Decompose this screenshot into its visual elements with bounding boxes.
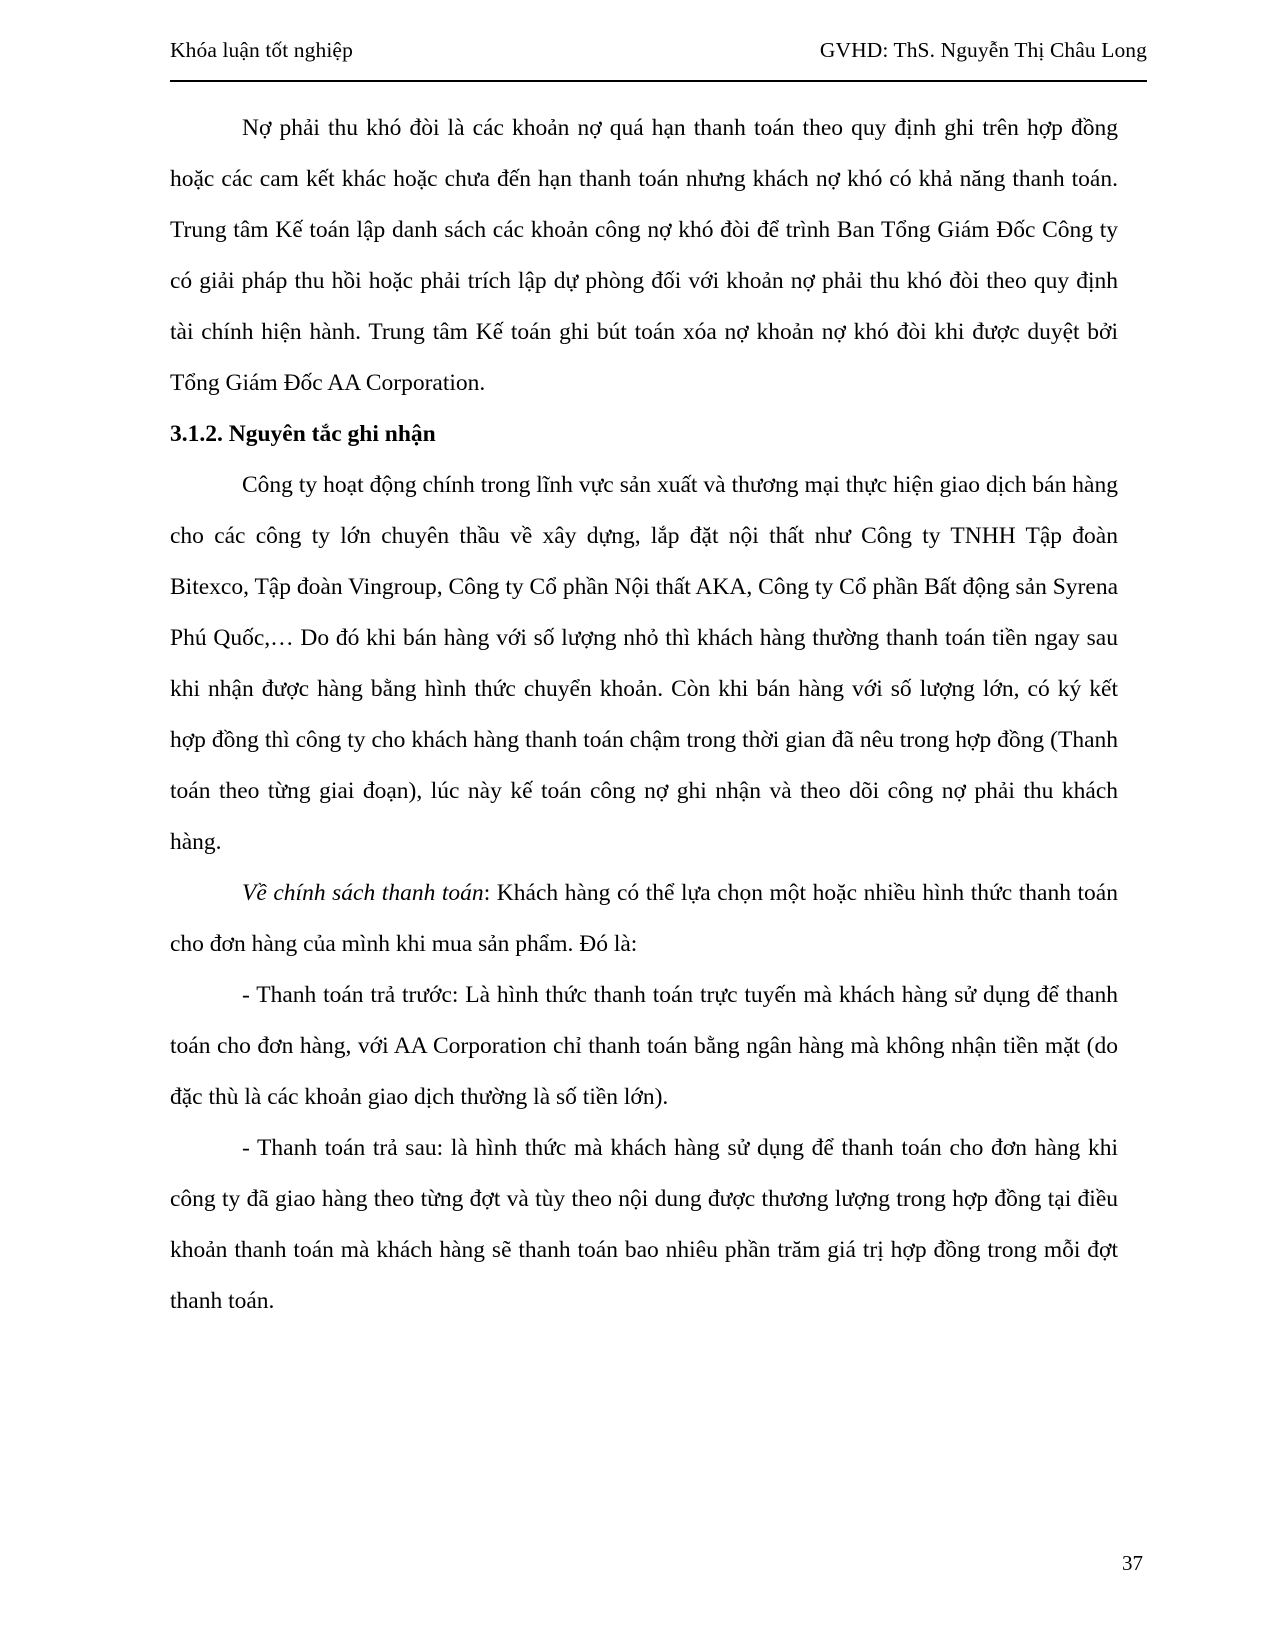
payment-policy-lead-in: Về chính sách thanh toán xyxy=(242,880,484,906)
page-number: 37 xyxy=(1122,1551,1143,1575)
paragraph-payment-policy xyxy=(170,868,1118,970)
paragraph-postpayment: - Thanh toán trả sau: là hình thức mà khách hàng sử dụng để thanh toán cho đơn hàng khi công ty đã giao hàng theo từng đợt và tùy theo nội dung được thương lượng trong hợp đồng tại điều khoản thanh toán mà khách hàng sẽ thanh toán bao nhiêu phần trăm giá trị hợp đồng trong mỗi đợt thanh toán. xyxy=(170,1135,1118,1314)
header-left-text: Khóa luận tốt nghiệp xyxy=(170,38,353,62)
paragraph-debt-definition: Nợ phải thu khó đòi là các khoản nợ quá hạn thanh toán theo quy định ghi trên hợp đồng hoặc các cam kết khác hoặc chưa đến hạn thanh toán nhưng khách nợ khó có khả năng thanh toán. Trung tâm Kế toán lập danh sách các khoản công nợ khó đòi để trình Ban Tổng Giám Đốc Công ty có giải pháp thu hồi hoặc phải trích lập dự phòng đối với khoản nợ phải thu khó đòi theo quy định tài chính hiện hành. Trung tâm Kế toán ghi bút toán xóa nợ khoản nợ khó đòi khi được duyệt bởi Tổng Giám Đốc AA Corporation. xyxy=(170,115,1118,396)
page-content xyxy=(170,103,1118,1327)
page-header xyxy=(170,38,1147,63)
payment-policy-text: : Khách hàng có thể lựa chọn một hoặc nhiều hình thức thanh toán cho đơn hàng của mình khi mua sản phẩm. Đó là: xyxy=(170,880,1118,957)
section-heading-3-1-2: 3.1.2. Nguyên tắc ghi nhận xyxy=(170,421,436,447)
header-divider xyxy=(170,80,1147,82)
paragraph-company-activity: Công ty hoạt động chính trong lĩnh vực sản xuất và thương mại thực hiện giao dịch bán hàng cho các công ty lớn chuyên thầu về xây dựng, lắp đặt nội thất như Công ty TNHH Tập đoàn Bitexco, Tập đoàn Vingroup, Công ty Cổ phần Nội thất AKA, Công ty Cổ phần Bất động sản Syrena Phú Quốc,… Do đó khi bán hàng với số lượng nhỏ thì khách hàng thường thanh toán tiền ngay sau khi nhận được hàng bằng hình thức chuyển khoản. Còn khi bán hàng với số lượng lớn, có ký kết hợp đồng thì công ty cho khách hàng thanh toán chậm trong thời gian đã nêu trong hợp đồng (Thanh toán theo từng giai đoạn), lúc này kế toán công nợ ghi nhận và theo dõi công nợ phải thu khách hàng. xyxy=(170,472,1118,855)
paragraph-prepayment: - Thanh toán trả trước: Là hình thức thanh toán trực tuyến mà khách hàng sử dụng để thanh toán cho đơn hàng, với AA Corporation chỉ thanh toán bằng ngân hàng mà không nhận tiền mặt (do đặc thù là các khoản giao dịch thường là số tiền lớn). xyxy=(170,982,1118,1110)
header-right-text: GVHD: ThS. Nguyễn Thị Châu Long xyxy=(819,38,1147,62)
